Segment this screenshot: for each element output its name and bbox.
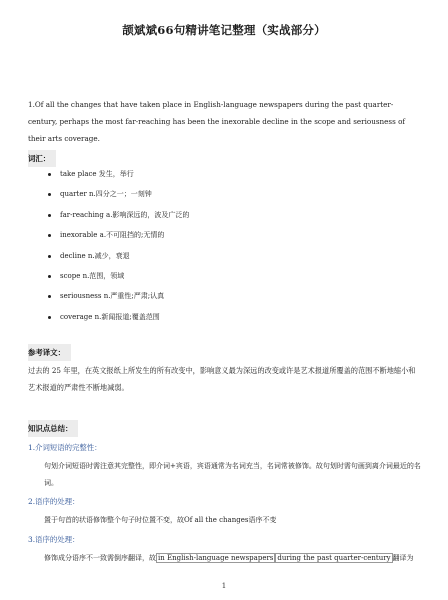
- vocab-item: scope n.范围，领域: [48, 272, 348, 292]
- bullet-icon: [48, 295, 51, 298]
- vocab-item: take place 发生，举行: [48, 170, 348, 190]
- bullet-icon: [48, 275, 51, 278]
- page-number: 1: [221, 582, 227, 590]
- vocab-list: [48, 170, 348, 333]
- phrase-box: during the past quarter-century: [277, 554, 391, 562]
- point-3-heading: 3.语序的处理：: [28, 535, 80, 544]
- vocab-item: inexorable a.不可阻挡的;无情的: [48, 231, 348, 251]
- translation-text: 过去的 25 年里，在英文报纸上所发生的所有改变中，影响意义最为深远的改变或许是艺术报道所覆盖的范围不断地缩小和艺术报道的严肃性不断地减弱。: [28, 366, 416, 392]
- point-3-body: 修饰成分语序不一致需倒序翻译，故 in English-language newspapers during the past quarter-century 翻译为: [44, 554, 414, 562]
- summary-heading: 知识点总结：: [28, 420, 78, 437]
- bullet-icon: [48, 193, 51, 196]
- point-1-body: 句划介词短语时需注意其完整性，即介词+宾语，宾语通常为名词充当，名词常被修饰。故句划时需句画到离介词最近的名词。: [44, 462, 421, 487]
- vocab-item: quarter n.四分之一；一刻钟: [48, 190, 348, 210]
- vocab-heading: 词汇：: [28, 150, 56, 167]
- point-2-body: 置于句首的状语修饰整个句子时位置不变，故Of all the changes语序不变: [44, 516, 277, 524]
- point-1-heading: 1.介词短语的完整性：: [28, 443, 102, 452]
- bullet-icon: [48, 255, 51, 258]
- translation-heading: 参考译文：: [28, 344, 71, 361]
- point-2-heading: 2.语序的处理：: [28, 497, 80, 506]
- bullet-icon: [48, 214, 51, 217]
- vocab-item: seriousness n.严重性;严肃;认真: [48, 292, 348, 312]
- phrase-box: in English-language newspapers: [158, 554, 274, 562]
- vocab-item: decline n.减少，衰退: [48, 252, 348, 272]
- vocab-item: far-reaching a.影响深远的，波及广泛的: [48, 211, 348, 231]
- source-sentence: 1.Of all the changes that have taken place in English-language newspapers during the past quarter-century, perhaps the most far-reaching has been the inexorable decline in the scope and seriousness of their arts coverage.: [28, 100, 406, 143]
- bullet-icon: [48, 316, 51, 319]
- bullet-icon: [48, 234, 51, 237]
- bullet-icon: [48, 173, 51, 176]
- vocab-item: coverage n.新闻报道;覆盖范围: [48, 313, 348, 333]
- page-title: 颉斌斌66句精讲笔记整理（实战部分）: [122, 23, 326, 37]
